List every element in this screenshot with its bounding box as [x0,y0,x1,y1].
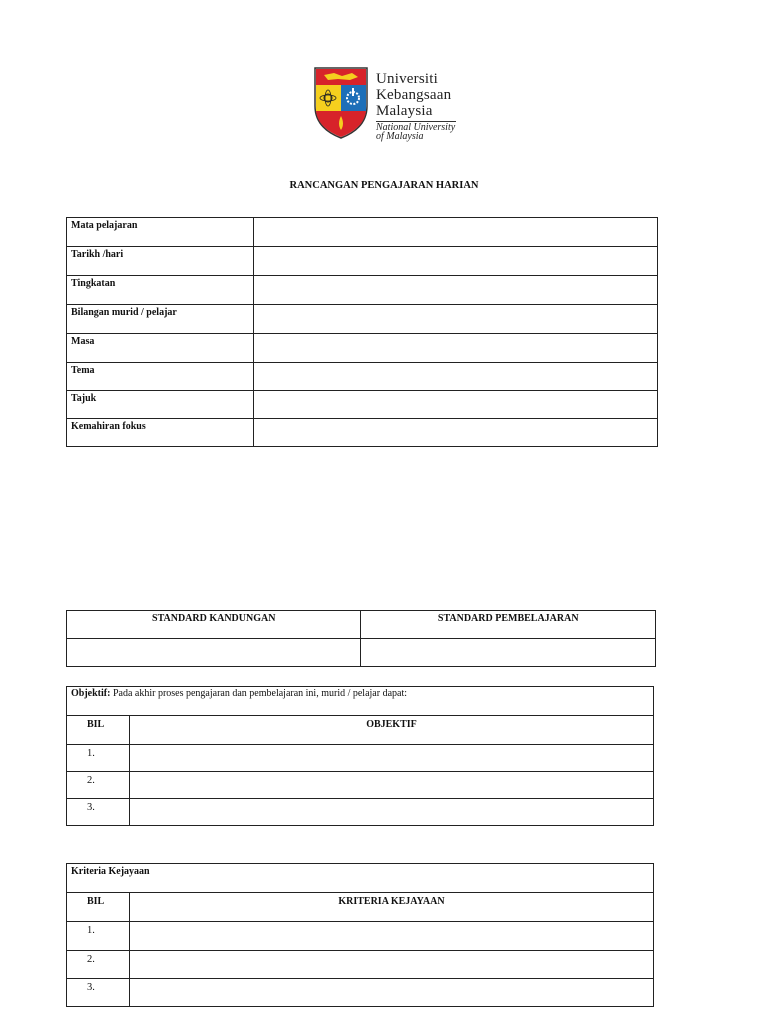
logo-line-kebangsaan: Kebangsaan [376,87,452,103]
table-row [67,745,654,772]
table-row [67,334,658,363]
row-number: 3. [67,799,130,826]
objektif-intro-label: Objektif: [71,688,111,699]
objektif-cell[interactable] [129,799,653,826]
label-tema: Tema [67,363,254,391]
label-masa: Masa [67,334,254,363]
label-kemahiran-fokus: Kemahiran fokus [67,419,254,447]
table-intro-row [67,864,654,893]
row-number: 1. [67,922,130,951]
header-bil: BIL [67,716,130,745]
table-header-row [67,716,654,745]
header-bil: BIL [67,893,130,922]
row-number: 3. [67,979,130,1007]
table-row [67,799,654,826]
header-standard-pembelajaran: STANDARD PEMBELAJARAN [361,611,656,639]
cell-standard-kandungan[interactable] [67,639,361,667]
table-header-row [67,611,656,639]
table-intro-row [67,687,654,716]
row-number: 2. [67,951,130,979]
header-kriteria-kejayaan: KRITERIA KEJAYAAN [129,893,653,922]
kriteria-intro: Kriteria Kejayaan [67,864,654,893]
table-row [67,363,658,391]
row-number: 1. [67,745,130,772]
label-tingkatan: Tingkatan [67,276,254,305]
table-row [67,979,654,1007]
table-row [67,951,654,979]
logo-line-universiti: Universiti [376,71,438,87]
cell-standard-pembelajaran[interactable] [361,639,656,667]
value-kemahiran-fokus[interactable] [253,419,657,447]
value-masa[interactable] [253,334,657,363]
header-standard-kandungan: STANDARD KANDUNGAN [67,611,361,639]
kriteria-table [66,863,654,1007]
logo-line-malaysia: Malaysia [376,103,433,119]
university-logo [312,66,462,142]
objektif-intro [67,687,654,716]
row-number: 2. [67,772,130,799]
value-tarikh-hari[interactable] [253,247,657,276]
standard-table [66,610,656,667]
kriteria-cell[interactable] [129,922,653,951]
objektif-cell[interactable] [129,772,653,799]
objektif-table [66,686,654,826]
table-row [67,391,658,419]
table-row [67,419,658,447]
logo-divider [376,121,456,122]
table-row [67,639,656,667]
table-row [67,218,658,247]
label-bilangan-murid: Bilangan murid / pelajar [67,305,254,334]
value-mata-pelajaran[interactable] [253,218,657,247]
objektif-cell[interactable] [129,745,653,772]
table-row [67,305,658,334]
objektif-intro-text: Pada akhir proses pengajaran dan pembelajaran ini, murid / pelajar dapat: [110,688,408,699]
logo-sub-of-malaysia: of Malaysia [376,131,424,142]
value-tema[interactable] [253,363,657,391]
header-objektif: OBJEKTIF [129,716,653,745]
value-tingkatan[interactable] [253,276,657,305]
table-row [67,772,654,799]
table-row [67,922,654,951]
kriteria-cell[interactable] [129,951,653,979]
kriteria-cell[interactable] [129,979,653,1007]
table-row [67,247,658,276]
info-table [66,217,658,447]
ukm-shield-icon [312,66,370,140]
label-tajuk: Tajuk [67,391,254,419]
value-bilangan-murid[interactable] [253,305,657,334]
label-mata-pelajaran: Mata pelajaran [67,218,254,247]
table-header-row [67,893,654,922]
page-title: RANCANGAN PENGAJARAN HARIAN [289,180,479,191]
table-row [67,276,658,305]
label-tarikh-hari: Tarikh /hari [67,247,254,276]
value-tajuk[interactable] [253,391,657,419]
logo-sub-national-university: National University [376,122,456,133]
